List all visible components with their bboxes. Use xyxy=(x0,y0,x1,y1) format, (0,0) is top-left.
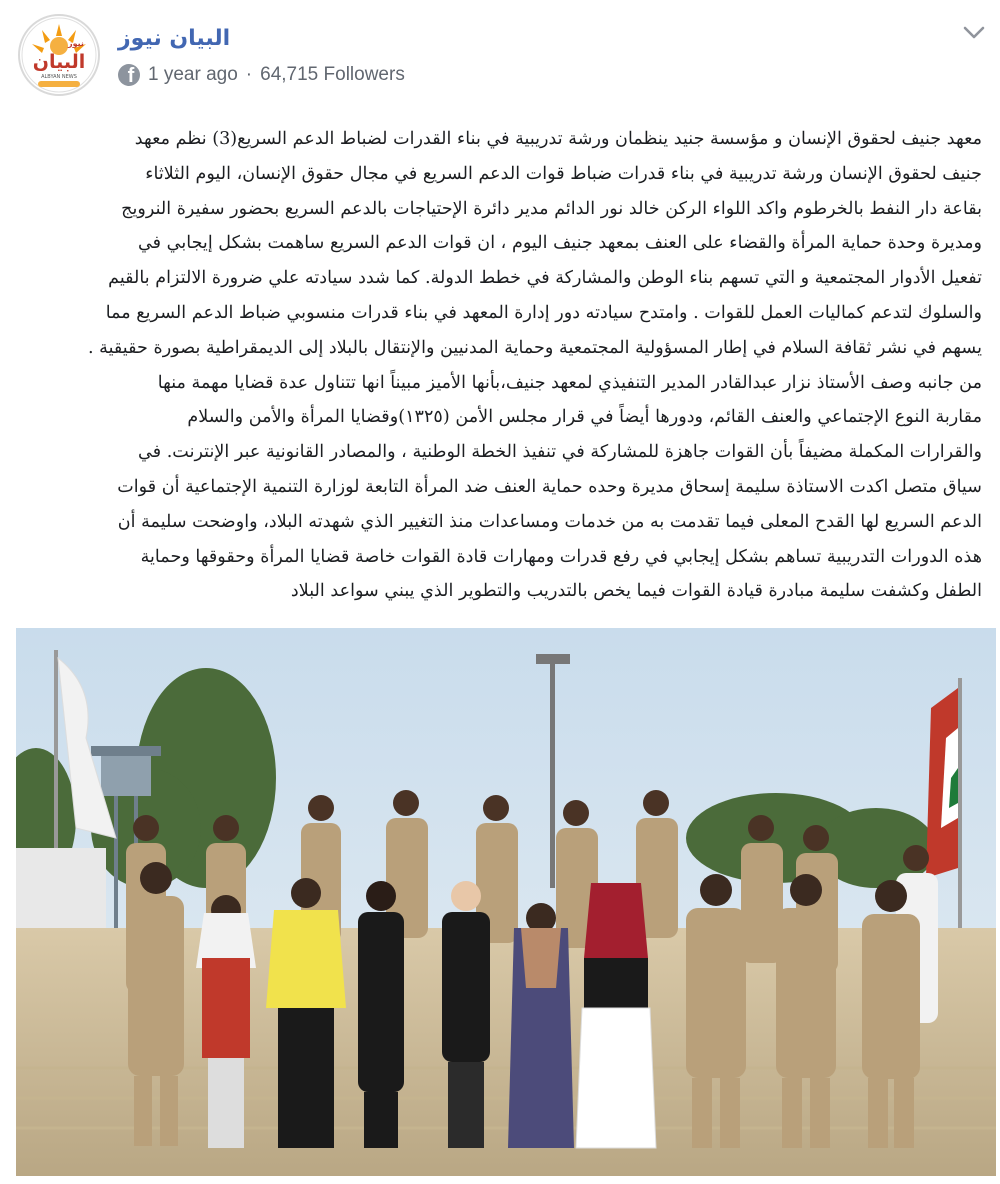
followers-count: 64,715 Followers xyxy=(260,64,405,85)
meta-separator: · xyxy=(245,64,253,85)
post-text-line: من جانبه وصف الأستاذ نزار عبدالقادر المدير التنفيذي لمعهد جنيف،بأنها الأميز مبيناً انها تتناول عدة قضايا مهمة منها xyxy=(157,372,982,393)
post-header xyxy=(0,0,1000,110)
page-name-link[interactable]: البيان نيوز xyxy=(118,26,231,51)
post-text-line: ومديرة وحدة حماية المرأة والقضاء على العنف بمعهد جنيف اليوم ، ان قوات الدعم السريع ساهمت بشكل إيجابي في xyxy=(137,233,982,254)
post-text-line: الطفل وكشفت سليمة مبادرة قيادة القوات فيما يخص بالتدريب والتطوير الذي يبني سواعد البلاد xyxy=(290,581,982,602)
post-text-line: والسلوك لتدعم كماليات العمل للقوات . وامتدح سيادته دور إدارة المعهد في بناء قدرات منسوبي ضباط الدعم السريع مما xyxy=(105,302,982,323)
post-text-line: سياق متصل اكدت الاستاذة سليمة إسحاق مديرة وحده حماية العنف ضد المرأة التابعة لوزارة التنمية الإجتماعية أن قوات xyxy=(117,476,982,497)
post-text-line: مقاربة النوع الإجتماعي والعنف القائم، ودورها أيضاً في قرار مجلس الأمن (١٣٢٥)وقضايا المرأة والأمن والسلام xyxy=(187,407,982,428)
post-text-line: الدعم السريع لها القدح المعلى فيما تقدمت به من خدمات ومساعدات منذ التغيير الذي شهدته البلاد، واوضحت سليمة أن xyxy=(117,511,982,532)
albayan-logo-icon xyxy=(20,16,98,94)
post-menu-button[interactable] xyxy=(958,16,990,48)
post-text-line: جنيف لحقوق الإنسان ورشة تدريبية في بناء قدرات ضباط قوات الدعم السريع في مجال حقوق الإنسان، اليوم الثلاثاء xyxy=(145,163,982,184)
building xyxy=(16,848,106,938)
post-text-line: يسهم في نشر ثقافة السلام في إطار المسؤولية المجتمعية وحماية المدنيين والإنتقال بالبلاد إلى الديمقراطية بصورة حقيقية . xyxy=(87,337,982,358)
chevron-down-icon xyxy=(960,18,988,46)
post-text-line: هذه الدورات التدريبية تساهم بشكل إيجابي في رفع قدرات ومهارات قادة القوات خاصة قضايا المرأة وحقوقها وحماية xyxy=(140,546,982,567)
post-text-line: معهد جنيف لحقوق الإنسان و مؤسسة جنيد ينظمان ورشة تدريبية في بناء القدرات لضباط الدعم السريع(3) نظم معهد xyxy=(134,129,982,149)
post-time[interactable]: 1 year ago xyxy=(148,64,238,85)
facebook-globe-icon: f xyxy=(118,64,140,86)
logo-tagline: ALBYAN NEWS xyxy=(41,74,77,80)
post-body xyxy=(16,122,982,609)
post-photo[interactable] xyxy=(16,628,996,1176)
post-text-line: تفعيل الأدوار المجتمعية و التي تسهم بناء الوطن والمشاركة في خطط الدولة. كما شدد سيادته علي ضرورة الالتزام بالقيم xyxy=(108,268,982,289)
logo-badge: نيوز xyxy=(68,39,84,48)
post-text-line: بقاعة دار النفط بالخرطوم واكد اللواء الركن خالد نور الدائم مدير دائرة الإحتياجات بالدعم السريع بحضور سفيرة النرويج xyxy=(121,198,982,219)
post-text-line: والقرارات المكملة مضيفاً بأن القوات جاهزة للمشاركة في تنفيذ الخطة الوطنية ، والمصادر القانونية عبر الإنترنت. في xyxy=(138,442,982,463)
page-avatar[interactable] xyxy=(18,14,100,96)
group-photo-image xyxy=(16,628,996,1176)
post-meta xyxy=(118,62,405,88)
logo-wordmark: البيان xyxy=(32,51,86,73)
